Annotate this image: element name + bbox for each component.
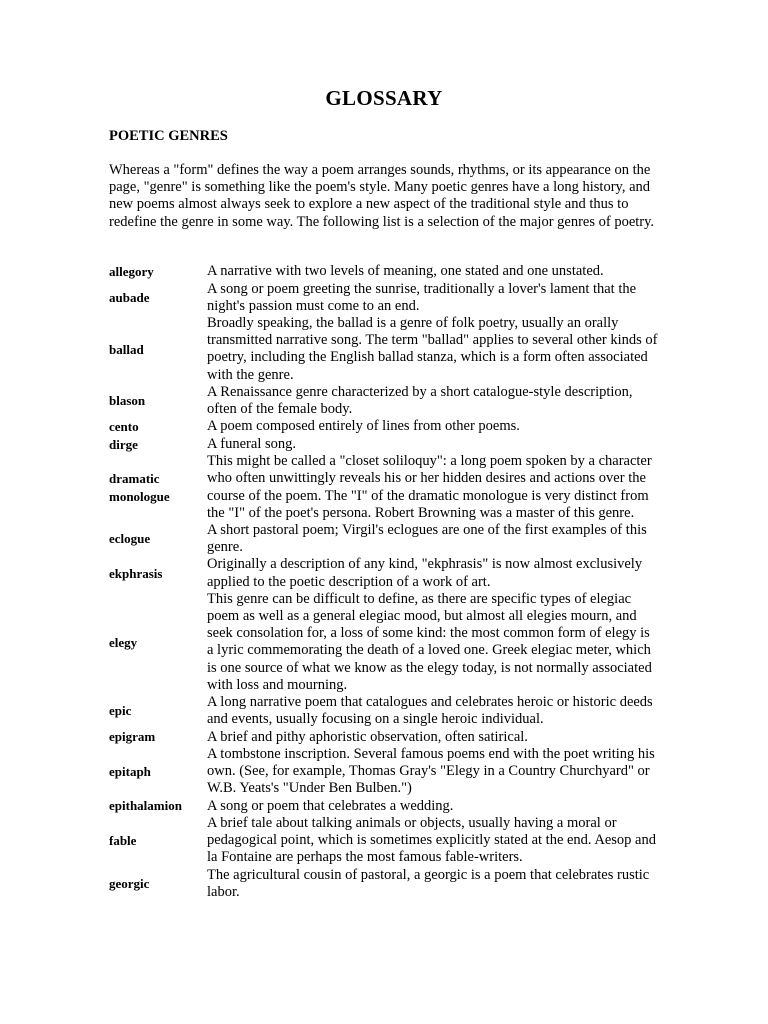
glossary-definition: This genre can be difficult to define, as there are specific types of elegiac poem as well as a general elegiac mood, but almost all elegies mourn, and seek consolation for, a loss of some kind: the most common form of elegy is a lyric commemorating the death of a loved one. Greek elegiac meter, which is one source of what we know as the elegy today, is not normally associated with loss and mourning. — [207, 590, 652, 693]
glossary-definition: A brief tale about talking animals or objects, usually having a moral or pedagogical point, which is sometimes explicitly stated at the end. Aesop and la Fontaine are perhaps the most famous fable-writers. — [207, 814, 656, 866]
glossary-entry — [109, 867, 659, 901]
glossary-definition: A poem composed entirely of lines from other poems. — [207, 418, 520, 435]
glossary-list — [109, 263, 659, 901]
glossary-definition: A tombstone inscription. Several famous poems end with the poet writing his own. (See, for example, Thomas Gray's "Elegy in a Country Churchyard" or W.B. Yeats's "Under Ben Bulben.") — [207, 745, 655, 797]
glossary-entry — [109, 263, 659, 281]
glossary-term: epic — [109, 703, 132, 719]
glossary-definition: A brief and pithy aphoristic observation, often satirical. — [207, 728, 528, 745]
glossary-entry — [109, 384, 659, 418]
glossary-entry — [109, 797, 659, 815]
glossary-definition: A Renaissance genre characterized by a short catalogue-style description, often of the female body. — [207, 383, 633, 417]
glossary-term: epithalamion — [109, 798, 182, 814]
glossary-term: allegory — [109, 264, 154, 279]
glossary-entry — [109, 436, 659, 454]
glossary-term: georgic — [109, 876, 150, 892]
glossary-term: epitaph — [109, 763, 151, 779]
glossary-term: elegy — [109, 634, 138, 650]
glossary-entry — [109, 281, 659, 315]
glossary-definition: This might be called a "closet soliloquy": a long poem spoken by a character who often unwittingly reveals his or her hidden desires and actions over the course of the poem. The "I" of the dramatic monologue is very distinct from the "I" of the poet's persona. Robert Browning was a master of this genre. — [207, 453, 652, 521]
glossary-term: blason — [109, 393, 146, 409]
glossary-definition: A song or poem greeting the sunrise, traditionally a lover's lament that the night's passion must come to an end. — [207, 280, 637, 314]
glossary-term: ekphrasis — [109, 565, 163, 581]
glossary-entry — [109, 694, 659, 728]
glossary-definition: A narrative with two levels of meaning, one stated and one unstated. — [207, 263, 604, 280]
glossary-entry — [109, 746, 659, 798]
glossary-definition: A funeral song. — [207, 435, 296, 452]
glossary-definition: A short pastoral poem; Virgil's eclogues are one of the first examples of this genre. — [207, 521, 647, 556]
glossary-entry — [109, 728, 659, 746]
glossary-term: epigram — [109, 729, 156, 745]
section-heading: POETIC GENRES — [109, 128, 228, 144]
intro-paragraph: Whereas a "form" defines the way a poem arranges sounds, rhythms, or its appearance on the page, "genre" is something like the poem's style. Many poetic genres have a long history, and new poems almost always seek to explore a new aspect of the traditional style and thus to redefine the genre in some way. The following list is a selection of the major genres of poetry. — [109, 162, 655, 230]
glossary-entry — [109, 815, 659, 867]
glossary-entry — [109, 556, 659, 590]
glossary-term: eclogue — [109, 531, 151, 547]
glossary-definition: A long narrative poem that catalogues and celebrates heroic or historic deeds and events, usually focusing on a single heroic individual. — [207, 693, 653, 728]
glossary-term: fable — [109, 833, 137, 849]
glossary-entry — [109, 522, 659, 556]
glossary-term: ballad — [109, 341, 144, 357]
glossary-entry — [109, 315, 659, 384]
page-title: GLOSSARY — [325, 86, 443, 110]
glossary-definition: The agricultural cousin of pastoral, a georgic is a poem that celebrates rustic labor. — [207, 866, 650, 900]
glossary-entry — [109, 418, 659, 436]
glossary-term: dramatic monologue — [109, 471, 170, 504]
glossary-term: dirge — [109, 436, 138, 452]
glossary-definition: Originally a description of any kind, "ekphrasis" is now almost exclusively applied to the poetic description of a work of art. — [207, 556, 643, 590]
glossary-definition: A song or poem that celebrates a wedding. — [207, 797, 454, 814]
glossary-definition: Broadly speaking, the ballad is a genre of folk poetry, usually an orally transmitted narrative song. The term "ballad" applies to several other kinds of poetry, including the English ballad stanza, which is a form often associated with the genre. — [207, 314, 658, 383]
glossary-term: aubade — [109, 289, 150, 305]
glossary-term: cento — [109, 419, 139, 435]
glossary-entry — [109, 591, 659, 694]
glossary-entry — [109, 453, 659, 522]
